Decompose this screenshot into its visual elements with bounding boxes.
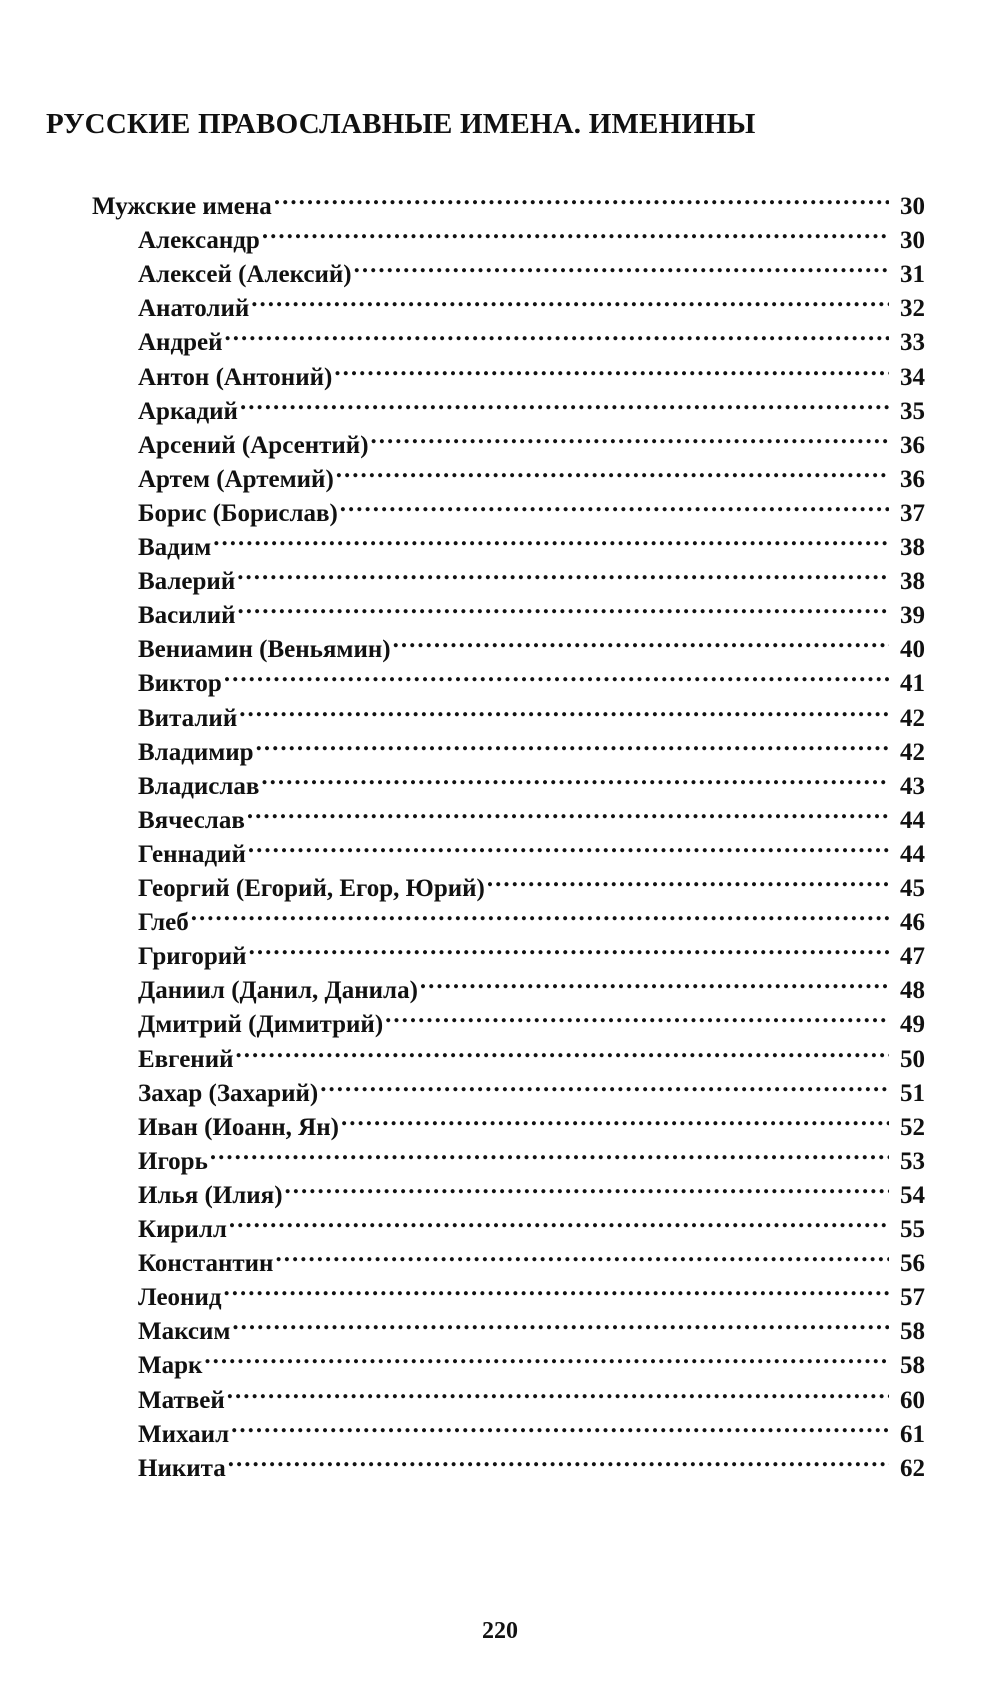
toc-entry-page: 32 (900, 295, 925, 323)
toc-entry-label: Матвей (138, 1386, 225, 1414)
toc-entry-row (138, 657, 925, 698)
toc-entry-page: 56 (900, 1250, 925, 1278)
toc-entry-page: 48 (900, 977, 925, 1005)
dot-leader (239, 692, 889, 726)
toc-entry-label: Виктор (138, 670, 222, 698)
dot-leader (248, 828, 889, 862)
toc-entry-page: 42 (900, 704, 925, 732)
dot-leader (336, 453, 889, 487)
toc-entry-label: Владимир (138, 738, 254, 766)
toc-entry-page: 38 (900, 568, 925, 596)
toc-entry-label: Игорь (138, 1147, 208, 1175)
toc-entry-label: Евгений (138, 1045, 234, 1073)
toc-entry-page: 62 (900, 1454, 925, 1482)
dot-leader (191, 896, 889, 930)
toc-entry-row (138, 896, 925, 937)
toc-entry-page: 42 (900, 738, 925, 766)
dot-leader (334, 351, 889, 385)
toc-entry-page: 58 (900, 1352, 925, 1380)
dot-leader (231, 1408, 889, 1442)
toc-entry-label: Максим (138, 1318, 231, 1346)
dot-leader (393, 623, 889, 657)
toc-entry-page: 40 (900, 636, 925, 664)
dot-leader (210, 1135, 889, 1169)
dot-leader (236, 1033, 889, 1067)
toc-entry-label: Кирилл (138, 1216, 227, 1243)
dot-leader (232, 1305, 889, 1339)
toc-entry-label: Александр (138, 227, 260, 255)
toc-entry-page: 53 (900, 1147, 925, 1175)
dot-leader (487, 862, 889, 896)
toc-entry-page: 44 (900, 840, 925, 868)
dot-leader (204, 1339, 889, 1373)
toc-entry-row (138, 248, 925, 289)
toc-entry-label: Василий (138, 602, 236, 630)
toc-entry-label: Даниил (Данил, Данила) (138, 977, 418, 1005)
page-number: 220 (482, 1618, 518, 1644)
toc-entry-row (138, 1339, 925, 1380)
toc-entry-row (138, 964, 925, 1005)
toc-entry-label: Валерий (138, 568, 236, 596)
toc-entry-label: Григорий (138, 943, 247, 971)
dot-leader (341, 1101, 889, 1135)
toc-entry-row (138, 794, 925, 834)
toc-entry-row (138, 419, 925, 459)
toc-entry-page: 50 (900, 1045, 925, 1073)
toc-entry-row (138, 623, 925, 664)
toc-entry-label: Михаил (138, 1420, 230, 1448)
toc-entry-row (138, 1271, 925, 1312)
toc-entry-row (138, 930, 925, 971)
toc-entry-page: 49 (900, 1011, 925, 1039)
toc-entry-label: Вадим (138, 534, 212, 561)
toc-entry-row (138, 1067, 925, 1107)
dot-leader (371, 419, 889, 453)
dot-leader (227, 1374, 889, 1408)
toc-entry-page: 57 (900, 1284, 925, 1312)
toc-entry-label: Андрей (138, 329, 223, 357)
toc-section-label: Мужские имена (92, 193, 272, 220)
toc-entry-page: 55 (900, 1216, 925, 1243)
toc-entry-row (138, 1237, 925, 1278)
toc-entry-label: Илья (Илия) (138, 1181, 283, 1209)
toc-entry-page: 46 (900, 909, 925, 937)
toc-entry-label: Никита (138, 1454, 226, 1482)
toc-entry-label: Аркадий (138, 397, 238, 425)
dot-leader (237, 555, 889, 589)
toc-entry-page: 45 (900, 875, 925, 902)
toc-entry-label: Артем (Артемий) (138, 465, 334, 493)
toc-entry-page: 39 (900, 602, 925, 630)
dot-leader (224, 1271, 889, 1305)
toc-entry-label: Арсений (Арсентий) (138, 431, 369, 459)
dot-leader (229, 1203, 889, 1237)
toc-entry-label: Владислав (138, 772, 260, 800)
dot-leader (261, 760, 889, 794)
dot-leader (240, 385, 889, 419)
toc-entry-label: Марк (138, 1352, 203, 1380)
toc-entry-page: 54 (900, 1181, 925, 1209)
toc-entry-row (138, 521, 925, 561)
toc-section-row (92, 180, 925, 220)
dot-leader (251, 282, 889, 316)
dot-leader (225, 316, 889, 350)
toc-entry-row (138, 282, 925, 323)
toc-entry-label: Дмитрий (Димитрий) (138, 1011, 384, 1039)
toc-entry-row (138, 1374, 925, 1414)
toc-entry-label: Константин (138, 1250, 274, 1278)
toc-entry-page: 31 (900, 261, 925, 289)
toc-entry-row (138, 692, 925, 732)
toc-entry-page: 30 (900, 227, 925, 255)
toc-entry-label: Борис (Борислав) (138, 499, 338, 527)
toc-entry-row (138, 862, 925, 902)
toc-entry-row (138, 1305, 925, 1346)
toc-entry-row (138, 351, 925, 391)
toc-entry-row (138, 589, 925, 630)
toc-entry-page: 52 (900, 1113, 925, 1141)
dot-leader (247, 794, 889, 828)
toc-entry-page: 37 (900, 499, 925, 527)
toc-entry-row (138, 214, 925, 255)
toc-entry-label: Геннадий (138, 840, 246, 868)
page-title: РУССКИЕ ПРАВОСЛАВНЫЕ ИМЕНА. ИМЕНИНЫ (46, 108, 756, 140)
toc-entry-row (138, 828, 925, 868)
dot-leader (213, 521, 889, 555)
dot-leader (285, 1169, 889, 1203)
toc-entry-row (138, 453, 925, 493)
dot-leader (340, 487, 889, 521)
toc-entry-page: 61 (900, 1420, 925, 1448)
dot-leader (262, 214, 889, 248)
toc-entry-row (138, 555, 925, 596)
toc-section-page: 30 (900, 193, 925, 220)
toc-entry-row (138, 1203, 925, 1243)
toc-entry-label: Вениамин (Веньямин) (138, 636, 391, 664)
dot-leader (354, 248, 889, 282)
toc-entry-page: 51 (900, 1079, 925, 1107)
toc-entry-row (138, 316, 925, 357)
dot-leader (228, 1442, 889, 1476)
toc-entry-row (138, 487, 925, 527)
toc-entry-page: 33 (900, 329, 925, 357)
toc-entry-page: 58 (900, 1318, 925, 1346)
dot-leader (385, 998, 889, 1032)
toc-entry-label: Вячеслав (138, 806, 245, 834)
dot-leader (420, 964, 889, 998)
toc-entry-label: Антон (Антоний) (138, 363, 333, 391)
toc-entry-row (138, 998, 925, 1039)
dot-leader (275, 1237, 889, 1271)
toc-entry-row (138, 1169, 925, 1209)
toc-entry-label: Анатолий (138, 295, 250, 323)
dot-leader (320, 1067, 889, 1101)
toc-entry-label: Леонид (138, 1284, 222, 1312)
toc-entry-label: Иван (Иоанн, Ян) (138, 1113, 339, 1141)
toc-entry-page: 36 (900, 465, 925, 493)
toc-entry-row (138, 1442, 925, 1482)
toc-entry-page: 44 (900, 806, 925, 834)
dot-leader (224, 657, 889, 691)
toc-entry-page: 34 (900, 363, 925, 391)
toc-entry-label: Георгий (Егорий, Егор, Юрий) (138, 875, 485, 902)
toc-entry-row (138, 1033, 925, 1073)
toc-entry-page: 35 (900, 397, 925, 425)
dot-leader (249, 930, 889, 964)
toc-entry-label: Виталий (138, 704, 238, 732)
toc-entry-row (138, 1135, 925, 1175)
dot-leader (274, 180, 889, 214)
toc-entry-page: 47 (900, 943, 925, 971)
toc-entry-page: 43 (900, 772, 925, 800)
toc-entry-row (138, 385, 925, 425)
toc-entry-row (138, 726, 925, 766)
toc-entry-page: 38 (900, 534, 925, 561)
toc-entry-label: Захар (Захарий) (138, 1079, 319, 1107)
toc-entry-page: 60 (900, 1386, 925, 1414)
toc-entry-page: 41 (900, 670, 925, 698)
toc-entry-row (138, 1101, 925, 1141)
toc-entry-row (138, 760, 925, 800)
dot-leader (256, 726, 889, 760)
toc-entry-row (138, 1408, 925, 1448)
toc-entry-page: 36 (900, 431, 925, 459)
toc-entry-label: Глеб (138, 909, 189, 937)
dot-leader (238, 589, 889, 623)
toc-entry-label: Алексей (Алексий) (138, 261, 352, 289)
